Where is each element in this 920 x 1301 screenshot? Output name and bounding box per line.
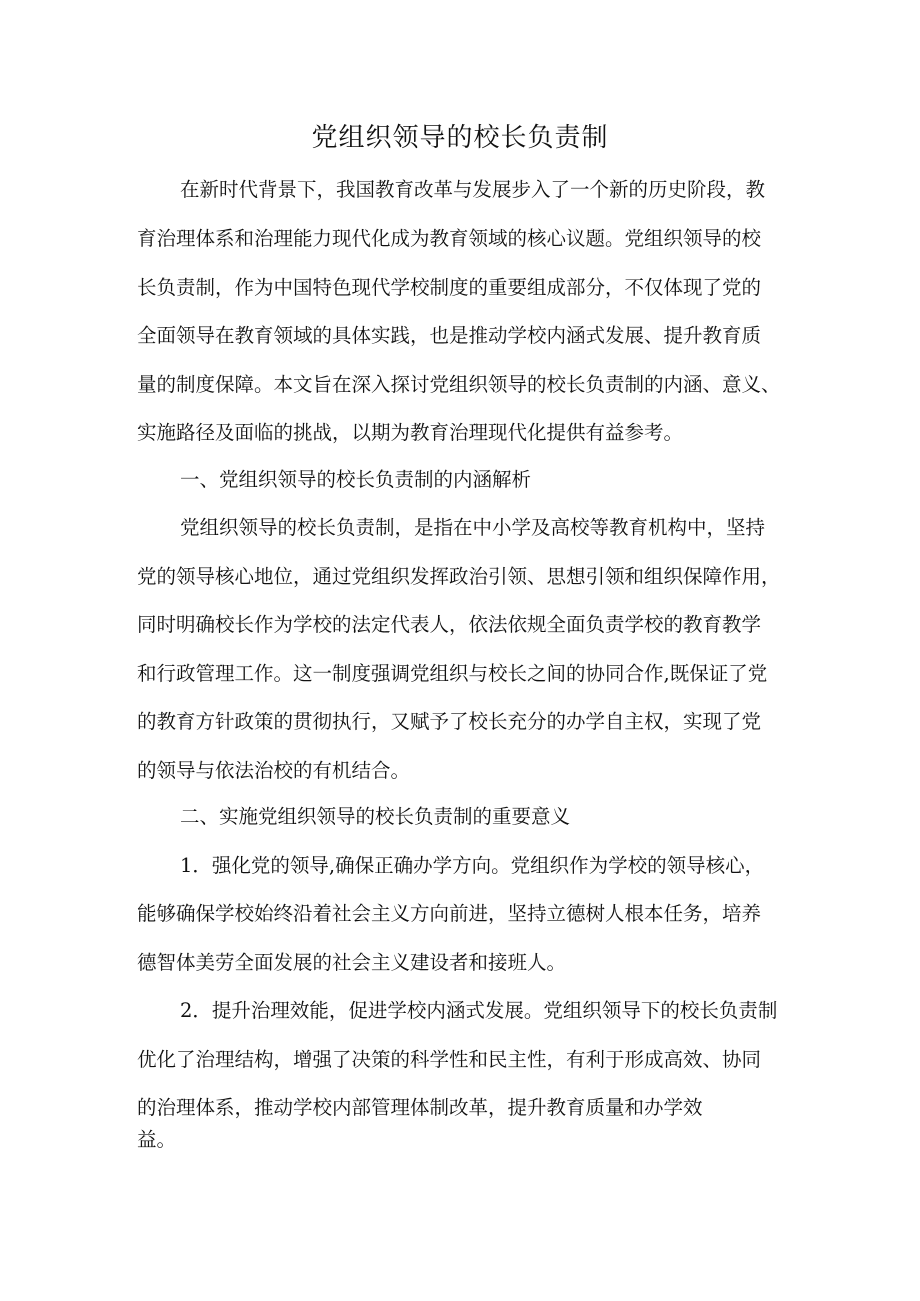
section-1-line: 和行政管理工作。这一制度强调党组织与校长之间的协同合作,既保证了党	[137, 662, 768, 685]
section-1-line: 同时明确校长作为学校的法定代表人，依法依规全面负责学校的教育教学	[137, 613, 762, 636]
point-2-line: 益。	[137, 1128, 177, 1151]
point-2-line: 2．提升治理效能，促进学校内涵式发展。党组织领导下的校长负责制	[180, 999, 778, 1022]
point-1-line: 德智体美劳全面发展的社会主义建设者和接班人。	[137, 951, 567, 974]
intro-line: 量的制度保障。本文旨在深入探讨党组织领导的校长负责制的内涵、意义、	[137, 373, 781, 396]
section-1-line: 的领导与依法治校的有机结合。	[137, 759, 411, 782]
intro-line: 在新时代背景下，我国教育改革与发展步入了一个新的历史阶段，教	[180, 178, 766, 201]
section-heading: 一、党组织领导的校长负责制的内涵解析	[180, 468, 532, 491]
intro-line: 长负责制，作为中国特色现代学校制度的重要组成部分，不仅体现了党的	[137, 276, 762, 299]
intro-line: 育治理体系和治理能力现代化成为教育领域的核心议题。党组织领导的校	[137, 227, 762, 250]
section-1-line: 的教育方针政策的贯彻执行，又赋予了校长充分的办学自主权，实现了党	[137, 710, 762, 733]
point-1-line: 1．强化党的领导,确保正确办学方向。党组织作为学校的领导核心，	[180, 854, 765, 877]
document-title: 党组织领导的校长负责制	[311, 123, 609, 153]
point-1-line: 能够确保学校始终沿着社会主义方向前进，坚持立德树人根本任务，培养	[137, 902, 762, 925]
point-2-line: 优化了治理结构，增强了决策的科学性和民主性，有利于形成高效、协同	[137, 1048, 762, 1071]
section-heading: 二、实施党组织领导的校长负责制的重要意义	[180, 805, 571, 828]
point-2-line: 的治理体系，推动学校内部管理体制改革，提升教育质量和办学效	[137, 1096, 703, 1119]
section-1-line: 党组织领导的校长负责制，是指在中小学及高校等教育机构中，坚持	[180, 516, 766, 539]
intro-line: 实施路径及面临的挑战，以期为教育治理现代化提供有益参考。	[137, 421, 684, 444]
intro-line: 全面领导在教育领域的具体实践，也是推动学校内涵式发展、提升教育质	[137, 324, 762, 347]
section-1-line: 党的领导核心地位，通过党组织发挥政治引领、思想引领和组织保障作用，	[137, 565, 781, 588]
